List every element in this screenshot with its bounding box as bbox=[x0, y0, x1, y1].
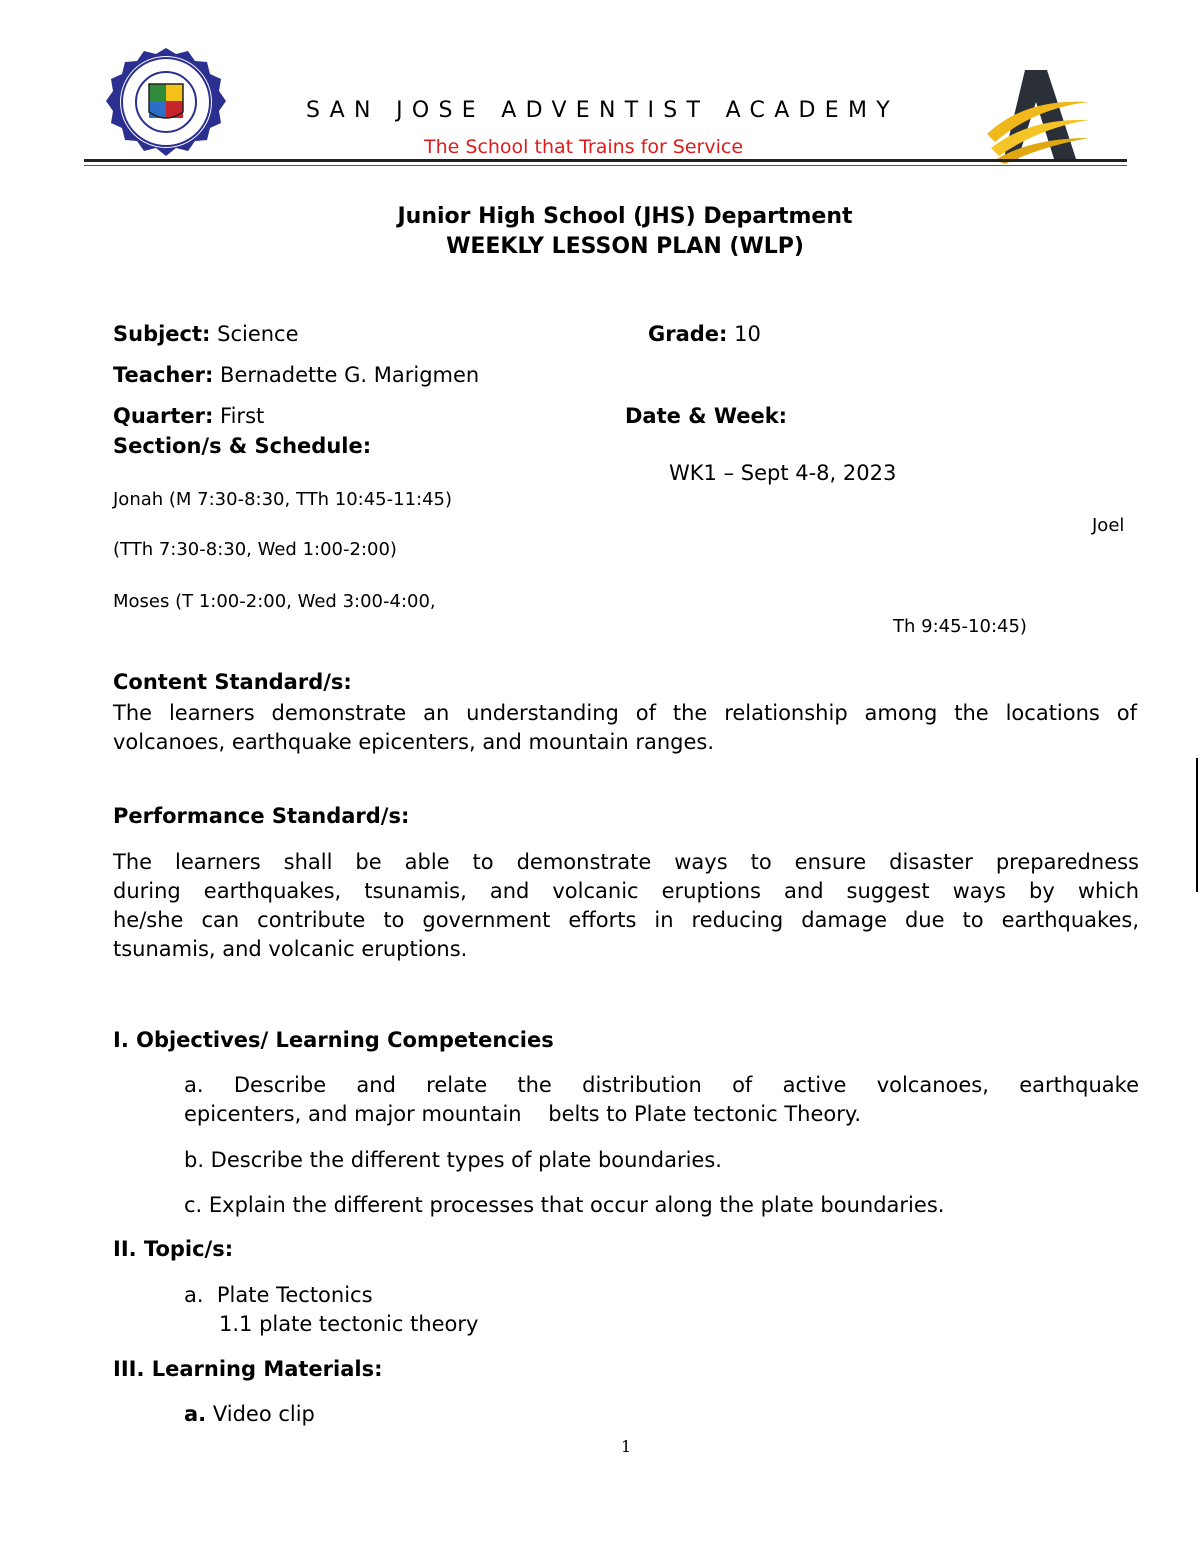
grade-label: Grade: bbox=[648, 322, 728, 346]
school-seal bbox=[104, 46, 228, 162]
topic-a1: 1.1 plate tectonic theory bbox=[219, 1312, 479, 1336]
quarter-line bbox=[113, 404, 264, 428]
grade-value: 10 bbox=[727, 322, 761, 346]
performance-standard-line1: The learners shall be able to demonstrate ways to ensure disaster preparedness bbox=[113, 850, 1139, 874]
subject-line bbox=[113, 322, 299, 346]
teacher-line bbox=[113, 363, 479, 387]
page-number: 1 bbox=[621, 1437, 632, 1456]
department-title: Junior High School (JHS) Department bbox=[397, 204, 853, 229]
date-week-label: Date & Week: bbox=[625, 404, 788, 428]
schedule-jonah: Jonah (M 7:30-8:30, TTh 10:45-11:45) bbox=[113, 489, 453, 510]
performance-standard-line4: tsunamis, and volcanic eruptions. bbox=[113, 937, 468, 961]
materials-heading: III. Learning Materials: bbox=[113, 1357, 383, 1381]
school-tagline: The School that Trains for Service bbox=[424, 136, 744, 158]
quarter-label: Quarter: bbox=[113, 404, 214, 428]
quarter-value: First bbox=[213, 404, 265, 428]
performance-standard-line3: he/she can contribute to government efforts in reducing damage due to earthquakes, bbox=[113, 908, 1139, 932]
teacher-value: Bernadette G. Marigmen bbox=[213, 363, 480, 387]
margin-bracket bbox=[1196, 758, 1200, 892]
sections-label: Section/s & Schedule: bbox=[113, 434, 372, 458]
school-name: SAN JOSE ADVENTIST ACADEMY bbox=[306, 98, 900, 123]
header-rule-thin bbox=[84, 165, 1127, 166]
objective-b: b. Describe the different types of plate boundaries. bbox=[184, 1148, 722, 1172]
performance-standard-heading: Performance Standard/s: bbox=[113, 804, 410, 828]
material-a-label: a. bbox=[184, 1402, 207, 1426]
schedule-joel: (TTh 7:30-8:30, Wed 1:00-2:00) bbox=[113, 539, 397, 560]
objective-a-line1: a. Describe and relate the distribution of active volcanoes, earthquake bbox=[184, 1073, 1139, 1097]
teacher-label: Teacher: bbox=[113, 363, 214, 387]
topics-heading: II. Topic/s: bbox=[113, 1237, 234, 1261]
content-standard-line2: volcanoes, earthquake epicenters, and mountain ranges. bbox=[113, 730, 715, 754]
performance-standard-line2: during earthquakes, tsunamis, and volcanic eruptions and suggest ways by which bbox=[113, 879, 1139, 903]
content-standard-line1: The learners demonstrate an understanding of the relationship among the locations of bbox=[113, 701, 1137, 725]
plan-title: WEEKLY LESSON PLAN (WLP) bbox=[446, 234, 804, 259]
academy-logo bbox=[985, 68, 1095, 164]
objective-a-line2: epicenters, and major mountain belts to Plate tectonic Theory. bbox=[184, 1102, 861, 1126]
material-a bbox=[184, 1402, 315, 1426]
material-a-value: Video clip bbox=[206, 1402, 315, 1426]
schedule-joel-name: Joel bbox=[1092, 515, 1125, 536]
schedule-moses: Moses (T 1:00-2:00, Wed 3:00-4:00, bbox=[113, 591, 436, 612]
subject-value: Science bbox=[210, 322, 299, 346]
week-value: WK1 – Sept 4-8, 2023 bbox=[669, 461, 897, 485]
objectives-heading: I. Objectives/ Learning Competencies bbox=[113, 1028, 554, 1052]
content-standard-heading: Content Standard/s: bbox=[113, 670, 352, 694]
header-rule-thick bbox=[84, 159, 1127, 162]
schedule-moses-cont: Th 9:45-10:45) bbox=[893, 616, 1027, 637]
subject-label: Subject: bbox=[113, 322, 211, 346]
objective-c: c. Explain the different processes that occur along the plate boundaries. bbox=[184, 1193, 945, 1217]
topic-a: a. Plate Tectonics bbox=[184, 1283, 373, 1307]
grade-line bbox=[648, 322, 761, 346]
